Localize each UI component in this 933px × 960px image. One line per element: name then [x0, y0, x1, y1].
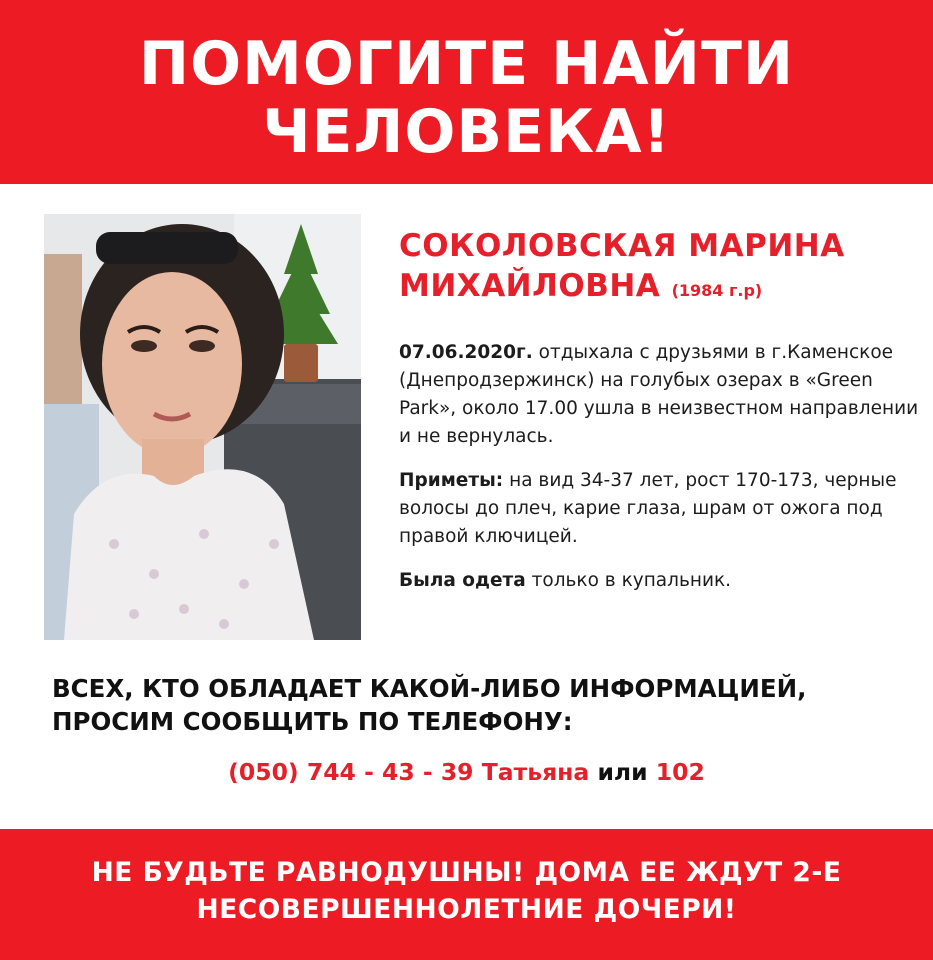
phone-number[interactable]: (050) 744 - 43 - 39 Татьяна	[228, 758, 590, 786]
signs-label: Приметы:	[399, 470, 504, 491]
appeal-line1: ВСЕХ, КТО ОБЛАДАЕТ КАКОЙ-ЛИБО ИНФОРМАЦИЕЙ,	[52, 674, 807, 703]
clothes-paragraph	[399, 567, 919, 595]
appeal-block	[52, 672, 912, 738]
clothes-label: Была одета	[399, 570, 526, 591]
clothes-text: только в купальник.	[531, 570, 732, 591]
signs-paragraph	[399, 467, 919, 551]
signs-text: на вид 34-37 лет, рост 170-173, черные волосы до плеч, карие глаза, шрам от ожога под правой ключицей.	[399, 470, 897, 547]
appeal-line2: ПРОСИМ СООБЩИТЬ ПО ТЕЛЕФОНУ:	[52, 707, 573, 736]
person-name-line1: СОКОЛОВСКАЯ МАРИНА	[399, 228, 845, 264]
missing-date: 07.06.2020г.	[399, 342, 533, 363]
emergency-number[interactable]: 102	[655, 758, 705, 786]
footer-line1: НЕ БУДЬТЕ РАВНОДУШНЫ! ДОМА ЕЕ ЖДУТ 2-Е	[91, 857, 842, 888]
circumstances-paragraph	[399, 339, 919, 451]
person-name-line2	[399, 266, 919, 311]
contact-line	[0, 755, 933, 789]
birth-year: (1984 г.р)	[671, 281, 763, 300]
header-banner	[0, 0, 933, 184]
circumstances-text: отдыхала с друзьями в г.Каменское (Днепродзержинск) на голубых озерах в «Green Park», около 17.00 ушла в неизвестном направлении и не вернулась.	[399, 342, 919, 447]
header-title-line2: ЧЕЛОВЕКА!	[262, 97, 671, 167]
info-block	[399, 226, 919, 595]
person-patronymic: МИХАЙЛОВНА	[399, 268, 661, 304]
person-name	[399, 226, 919, 311]
footer-line2: НЕСОВЕРШЕННОЛЕТНИЕ ДОЧЕРИ!	[196, 894, 737, 925]
person-photo	[44, 214, 361, 640]
header-title-line1: ПОМОГИТЕ НАЙТИ	[138, 29, 795, 99]
portrait-image	[44, 214, 361, 640]
footer-banner	[0, 829, 933, 960]
or-text: или	[597, 758, 648, 786]
